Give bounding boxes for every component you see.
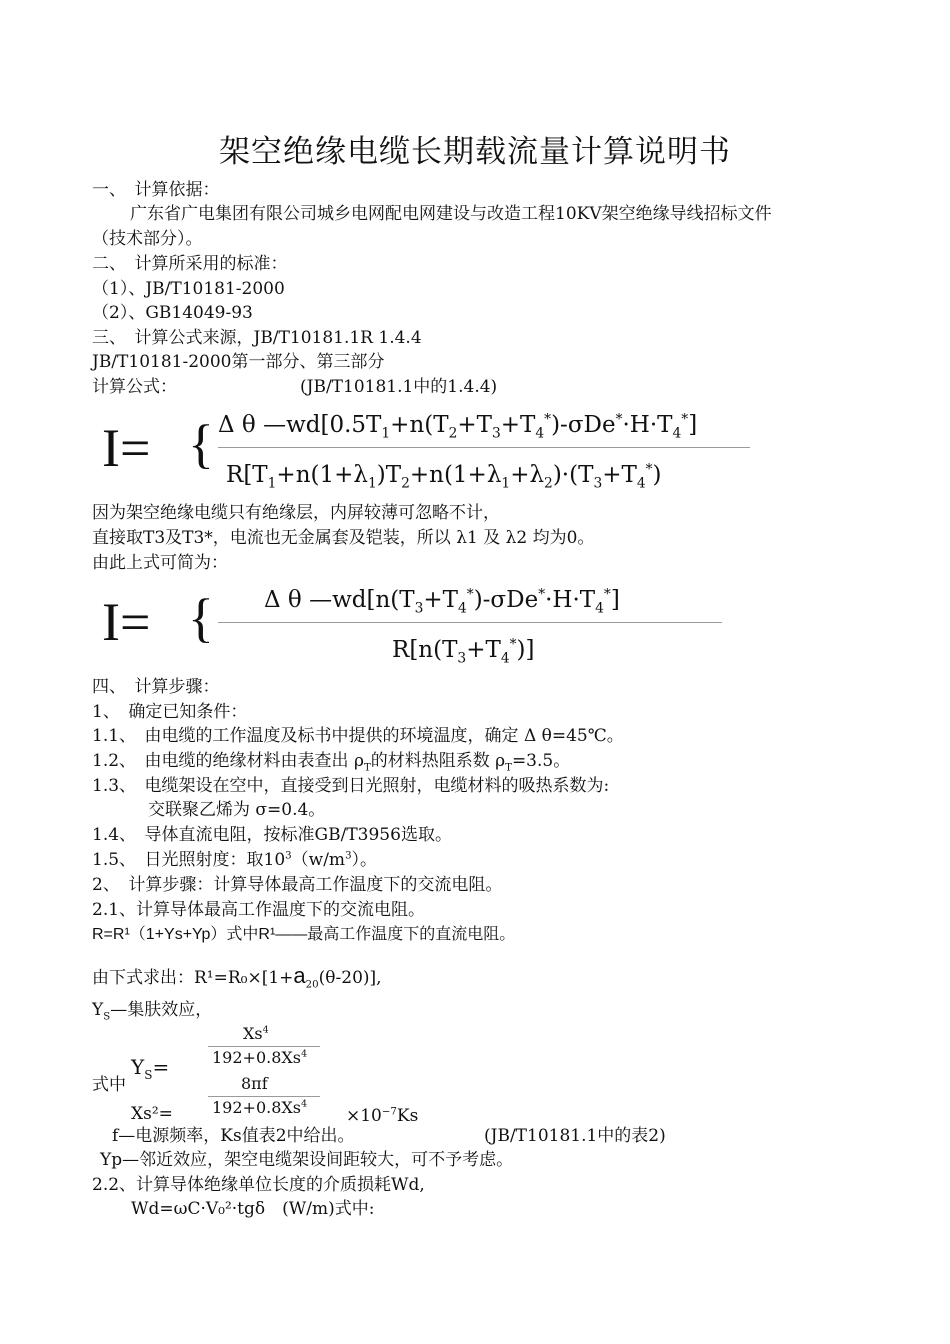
page-title: 架空绝缘电缆长期载流量计算说明书 — [219, 134, 731, 170]
section-4-heading: 四、 计算步骤： — [92, 677, 220, 697]
xs-fraction-bar — [208, 1096, 320, 1097]
step-1-heading: 1、 确定已知条件： — [92, 702, 248, 722]
dc-resistance-equation: 由下式求出：$R^1=R_0\times[1+a_{20}(\theta-20)]$, — [92, 963, 382, 991]
xs-equation-lhs: Xs²= — [131, 1104, 173, 1124]
xs-multiplier: $\times 10^{-7}Ks$ — [346, 1106, 419, 1126]
formula-label: 计算公式： — [92, 377, 177, 397]
frequency-reference: (JB/T10181.1中的表2) — [484, 1126, 666, 1146]
standard-item-2: （2）、GB14049-93 — [92, 303, 253, 323]
note-line-1: 因为架空绝缘电缆只有绝缘层，内屏较薄可忽略不计， — [92, 503, 500, 523]
ys-equation-lhs: $Y_S=$ — [131, 1055, 170, 1082]
step-1-3-cont: 交联聚乙烯为 σ=0.4。 — [148, 800, 326, 820]
standard-item-1: （1）、JB/T10181-2000 — [92, 279, 285, 299]
section-1-body-cont: （技术部分）。 — [92, 229, 203, 249]
formula-1-brace: { — [188, 414, 214, 474]
step-1-2: 1.2、 由电缆的绝缘材料由表查出 $\rho_T$的材料热阻系数 $\rho_T=3.5$。 — [92, 751, 571, 774]
ys-denominator: $192+0.8Xs^4$ — [212, 1048, 308, 1067]
skin-effect-label: $Y_S—$集肤效应， — [92, 1000, 213, 1023]
section-1-heading: 一、 计算依据： — [92, 180, 220, 200]
dielectric-loss-equation: Wd=ωC·V₀²·tgδ (W/m)式中: — [131, 1199, 375, 1219]
section-1-body: 广东省广电集团有限公司城乡电网配电网建设与改造工程10KV架空绝缘导线招标文件 — [130, 204, 772, 224]
formula-1-fraction-bar — [218, 447, 750, 448]
formula-1-numerator: Δ θ $—wd[0.5T_1+n(T_2+T_3+T_4^*)-\sigma De^*\cdot H\cdot T_4^*]$ — [218, 411, 698, 442]
note-line-3: 由此上式可简为： — [92, 553, 228, 573]
step-2-2: 2.2、计算导体绝缘单位长度的介质损耗Wd, — [92, 1175, 425, 1195]
section-3-body: JB/T10181-2000第一部分、第三部分 — [92, 352, 385, 372]
formula-2-numerator: Δ θ $—wd[n(T_3+T_4^*)-\sigma De^*\cdot H\cdot T_4^*]$ — [264, 586, 620, 617]
step-2-1: 2.1、计算导体最高工作温度下的交流电阻。 — [92, 900, 426, 920]
formula-1-lhs: I= — [102, 418, 151, 478]
section-2-heading: 二、 计算所采用的标准： — [92, 254, 288, 274]
formula-2-brace: { — [188, 588, 214, 648]
ys-numerator: Xs$^4$ — [243, 1024, 269, 1043]
step-1-1: 1.1、 由电缆的工作温度及标书中提供的环境温度，确定 Δ θ=45℃。 — [92, 726, 624, 746]
ys-fraction-bar — [208, 1046, 320, 1047]
step-1-5: 1.5、 日光照射度：取$10^3(w/m^3)$。 — [92, 850, 378, 870]
xs-denominator: $192+0.8Xs^4$ — [212, 1098, 308, 1117]
ac-resistance-equation: R=R¹（1+Ys+Yp）式中R¹——最高工作温度下的直流电阻。 — [92, 926, 516, 943]
proximity-effect-description: Yp—邻近效应，架空电缆架设间距较大，可不予考虑。 — [100, 1150, 514, 1170]
formula-reference: (JB/T10181.1中的1.4.4) — [300, 377, 498, 397]
formula-2-denominator: $R[n(T_3+T_4^*)]$ — [392, 636, 535, 667]
note-line-2: 直接取T3及T3*，电流也无金属套及铠装，所以 λ1 及 λ2 均为0。 — [92, 528, 595, 548]
formula-1-denominator: $R[T_1+n(1+\lambda_1)T_2+n(1+\lambda_1+\lambda_2)\cdot(T_3+T_4^*)$ — [226, 461, 662, 492]
shizhong-label: 式中 — [92, 1075, 126, 1095]
xs-numerator: 8πf — [241, 1074, 268, 1093]
formula-2-lhs: I= — [102, 592, 151, 652]
frequency-description: f—电源频率，Ks值表2中给出。 — [112, 1126, 355, 1146]
section-3-heading: 三、 计算公式来源，JB/T10181.1R 1.4.4 — [92, 328, 422, 348]
step-1-3: 1.3、 电缆架设在空中，直接受到日光照射，电缆材料的吸热系数为: — [92, 776, 610, 796]
step-2-heading: 2、 计算步骤：计算导体最高工作温度下的交流电阻。 — [92, 875, 503, 895]
step-1-4: 1.4、 导体直流电阻，按标准GB/T3956选取。 — [92, 825, 452, 845]
formula-2-fraction-bar — [218, 622, 722, 623]
